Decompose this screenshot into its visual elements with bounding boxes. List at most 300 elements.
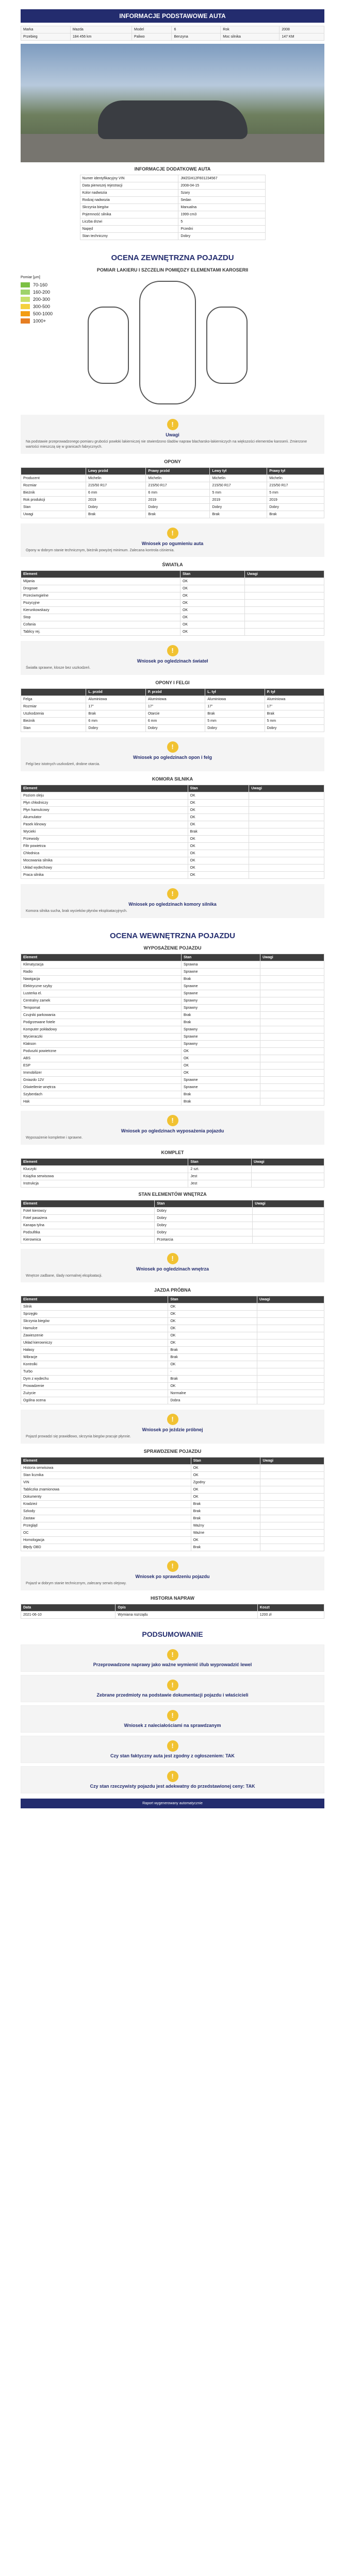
table-cell: Sprawne bbox=[181, 1033, 260, 1040]
table-row bbox=[21, 961, 324, 968]
table-cell: Sprawny bbox=[181, 1026, 260, 1033]
table-cell: Brak bbox=[210, 511, 267, 518]
table-cell bbox=[260, 1055, 324, 1062]
table-cell bbox=[257, 1311, 324, 1318]
table-cell: Brak bbox=[168, 1376, 257, 1383]
table-row bbox=[21, 1062, 324, 1069]
table-row bbox=[21, 1098, 324, 1105]
tires-title: OPONY bbox=[164, 459, 181, 464]
legend-label: 200-300 bbox=[33, 297, 51, 302]
paint-diagram bbox=[21, 276, 324, 410]
table-cell: Brak bbox=[188, 828, 249, 835]
table-cell bbox=[260, 1465, 324, 1472]
table-cell bbox=[257, 1347, 324, 1354]
table-row bbox=[21, 1508, 324, 1515]
table-cell: Brak bbox=[86, 511, 146, 518]
table-cell: Turbo bbox=[21, 1368, 168, 1376]
table-cell bbox=[260, 961, 324, 968]
table-cell: Brak bbox=[267, 511, 324, 518]
table-cell: Ważny bbox=[191, 1522, 260, 1530]
table-cell bbox=[257, 1303, 324, 1311]
legend-label: 500-1000 bbox=[33, 311, 53, 316]
table-cell bbox=[253, 1214, 324, 1222]
table-cell: Wycieki bbox=[21, 828, 188, 835]
table-cell: Zawieszenie bbox=[21, 1332, 168, 1340]
table-cell bbox=[245, 621, 324, 629]
table-cell: Paliwo bbox=[132, 33, 172, 41]
table-cell: Brak bbox=[181, 1011, 260, 1019]
table-cell: Przegląd bbox=[21, 1522, 191, 1530]
table-row bbox=[21, 1368, 324, 1376]
table-cell: OK bbox=[168, 1340, 257, 1347]
table-cell: Mocowania silnika bbox=[21, 857, 188, 864]
table-cell bbox=[245, 607, 324, 614]
legend-item bbox=[21, 317, 77, 325]
summary-item bbox=[21, 1736, 324, 1763]
table-row bbox=[21, 482, 324, 489]
table-row bbox=[21, 1214, 324, 1222]
table-cell: OK bbox=[180, 585, 244, 592]
lights-table bbox=[21, 570, 324, 636]
table-cell bbox=[253, 1207, 324, 1214]
table-cell: Płyn chłodniczy bbox=[21, 799, 188, 806]
table-cell: Pojemność silnika bbox=[80, 211, 178, 218]
table-cell: Nawigacja bbox=[21, 975, 182, 982]
table-row bbox=[21, 1011, 324, 1019]
table-cell bbox=[249, 814, 324, 821]
table-cell: OK bbox=[188, 792, 249, 799]
table-cell: OK bbox=[191, 1537, 260, 1544]
table-cell bbox=[260, 1083, 324, 1091]
table-cell bbox=[260, 1026, 324, 1033]
table-cell bbox=[260, 1019, 324, 1026]
table-cell: Producent bbox=[21, 474, 86, 482]
table-row bbox=[21, 1479, 324, 1486]
note-title: Wniosek po ogledzinach opon i felg bbox=[133, 755, 212, 760]
table-cell: Stan bbox=[21, 503, 86, 511]
table-cell bbox=[260, 1501, 324, 1508]
keys-table bbox=[21, 1158, 324, 1188]
table-cell: Dobry bbox=[205, 725, 265, 732]
table-cell bbox=[257, 1390, 324, 1397]
table-cell: Michelin bbox=[146, 474, 210, 482]
table-header-cell: Uwagi bbox=[260, 954, 324, 961]
table-row bbox=[21, 1501, 324, 1508]
table-header-row bbox=[21, 954, 324, 961]
table-cell: Fotel kierowcy bbox=[21, 1207, 155, 1214]
table-cell: 5 mm bbox=[205, 718, 265, 725]
note-title: Wniosek po ogumieniu auta bbox=[141, 540, 204, 546]
table-cell: Kolor nadwozia bbox=[80, 190, 178, 197]
drive-table bbox=[21, 1296, 324, 1404]
table-cell: Benzyna bbox=[172, 33, 221, 41]
table-header-cell: P. tył bbox=[265, 689, 324, 696]
table-cell bbox=[260, 1486, 324, 1494]
table-cell: Mazda bbox=[70, 26, 132, 33]
table-cell: Stan bbox=[21, 725, 86, 732]
legend-color-chip bbox=[21, 282, 30, 287]
table-row bbox=[21, 1180, 324, 1187]
table-cell: Radio bbox=[21, 968, 182, 975]
table-row bbox=[21, 990, 324, 997]
table-row bbox=[21, 489, 324, 496]
table-cell: Michelin bbox=[86, 474, 146, 482]
table-cell: 215/50 R17 bbox=[86, 482, 146, 489]
table-cell: Szkody bbox=[21, 1508, 191, 1515]
table-cell bbox=[249, 857, 324, 864]
table-cell: Dobry bbox=[155, 1229, 253, 1236]
table-row bbox=[21, 1019, 324, 1026]
table-header-cell: Element bbox=[21, 785, 188, 792]
legend-label: 300-500 bbox=[33, 304, 51, 309]
table-cell: Błędy OBD bbox=[21, 1544, 191, 1551]
table-cell: Przedni bbox=[178, 226, 265, 233]
table-header-cell: Koszt bbox=[257, 1604, 324, 1611]
table-cell: Sprzęgło bbox=[21, 1311, 168, 1318]
table-cell bbox=[249, 806, 324, 814]
summary-list bbox=[21, 1645, 324, 1793]
table-cell: 1200 zł bbox=[257, 1611, 324, 1618]
table-cell bbox=[260, 990, 324, 997]
table-header-cell: Data bbox=[21, 1604, 116, 1611]
repairs-table bbox=[21, 1604, 324, 1619]
table-row bbox=[21, 806, 324, 814]
table-cell: Dobra bbox=[168, 1397, 257, 1404]
car-left-view bbox=[88, 307, 129, 384]
note-block bbox=[21, 415, 324, 454]
table-row bbox=[21, 1383, 324, 1390]
table-cell: Kierunkowskazy bbox=[21, 607, 180, 614]
table-cell: Układ kierowniczy bbox=[21, 1340, 168, 1347]
table-cell bbox=[257, 1318, 324, 1325]
table-cell: Rok produkcji bbox=[21, 496, 86, 503]
table-cell: ESP bbox=[21, 1062, 182, 1069]
repairs-title: HISTORIA NAPRAW bbox=[150, 1595, 194, 1601]
table-cell: Brak bbox=[146, 511, 210, 518]
table-cell bbox=[257, 1376, 324, 1383]
legend-item bbox=[21, 310, 77, 317]
table-cell: Kontrolki bbox=[21, 1361, 168, 1368]
table-cell: OK bbox=[181, 1047, 260, 1055]
table-cell: Płyn hamulcowy bbox=[21, 806, 188, 814]
legend-item bbox=[21, 296, 77, 303]
table-row bbox=[21, 474, 324, 482]
table-header-cell: L. przód bbox=[86, 689, 145, 696]
table-cell: Klimatyzacja bbox=[21, 961, 182, 968]
drive-title: JAZDA PRÓBNA bbox=[154, 1287, 191, 1293]
table-cell: Poduszki powietrzne bbox=[21, 1047, 182, 1055]
table-cell: 2021-06-10 bbox=[21, 1611, 116, 1618]
table-row bbox=[21, 1165, 324, 1173]
info-icon: ! bbox=[167, 419, 178, 430]
paint-title: POMIAR LAKIERU I SZCZELIN POMIĘDZY ELEMENTAMI KAROSERII bbox=[96, 267, 249, 273]
note-text: Na podstawie przeprowadzonego pomiaru grubości powłoki lakierniczej nie stwierdzono śladów napraw blacharsko-lakierniczych na większości elementów karoserii. Zmierzone wartości mieszczą się w granicach fabrycznych. bbox=[26, 440, 307, 449]
table-cell: Aluminiowa bbox=[205, 696, 265, 703]
table-cell bbox=[249, 828, 324, 835]
legend-color-chip bbox=[21, 318, 30, 324]
interior-table bbox=[21, 1200, 324, 1244]
table-cell: Kradzież bbox=[21, 1501, 191, 1508]
table-cell: Aluminiowa bbox=[86, 696, 145, 703]
table-cell: Data pierwszej rejestracji bbox=[80, 182, 178, 190]
table-cell: Praca silnika bbox=[21, 871, 188, 878]
table-row bbox=[21, 503, 324, 511]
table-cell bbox=[245, 629, 324, 636]
page-title: INFORMACJE PODSTAWOWE AUTA bbox=[21, 9, 324, 23]
table-row bbox=[21, 1332, 324, 1340]
table-cell: Drogowe bbox=[21, 585, 180, 592]
info-icon: ! bbox=[167, 1253, 178, 1264]
paint-legend-header: Pomiar [µm] bbox=[21, 276, 40, 279]
table-cell: Tablicy rej. bbox=[21, 629, 180, 636]
table-cell bbox=[249, 835, 324, 842]
table-header-cell: Element bbox=[21, 1296, 168, 1303]
table-cell: Sprawne bbox=[181, 982, 260, 990]
table-row bbox=[21, 585, 324, 592]
table-cell bbox=[257, 1368, 324, 1376]
table-cell: OK bbox=[168, 1361, 257, 1368]
summary-item-title: Zebrane przedmioty na podstawie dokumentacji pojazdu i właścicieli bbox=[96, 1692, 249, 1698]
table-cell bbox=[245, 578, 324, 585]
table-cell: Immobilizer bbox=[21, 1069, 182, 1076]
table-cell: OK bbox=[168, 1311, 257, 1318]
table-cell: OK bbox=[180, 621, 244, 629]
table-header-row bbox=[21, 571, 324, 578]
table-cell: Lusterka el. bbox=[21, 990, 182, 997]
table-cell: Brak bbox=[191, 1544, 260, 1551]
table-cell: 2019 bbox=[210, 496, 267, 503]
note-title: Wniosek po sprawdzeniu pojazdu bbox=[135, 1574, 210, 1580]
table-cell bbox=[249, 850, 324, 857]
table-cell: Rodzaj nadwozia bbox=[80, 197, 178, 204]
table-cell: OK bbox=[188, 814, 249, 821]
table-cell: OK bbox=[181, 1055, 260, 1062]
info-icon: ! bbox=[167, 1771, 178, 1782]
table-row bbox=[80, 190, 265, 197]
table-cell bbox=[260, 1472, 324, 1479]
table-row bbox=[21, 1026, 324, 1033]
table-cell: Dym z wydechu bbox=[21, 1376, 168, 1383]
table-row bbox=[21, 578, 324, 585]
table-row bbox=[21, 1047, 324, 1055]
table-cell: Stan techniczny bbox=[80, 233, 178, 240]
table-cell: Dobry bbox=[155, 1222, 253, 1229]
details-title: INFORMACJE DODATKOWE AUTA bbox=[134, 166, 211, 172]
table-header-cell: Uwagi bbox=[260, 1458, 324, 1465]
table-row bbox=[21, 835, 324, 842]
table-header-cell: Stan bbox=[181, 954, 260, 961]
table-cell: Sprawne bbox=[181, 1083, 260, 1091]
lights-title: ŚWIATŁA bbox=[162, 562, 183, 568]
table-cell bbox=[251, 1165, 324, 1173]
table-header-cell: Lewy przód bbox=[86, 467, 146, 474]
table-row bbox=[21, 968, 324, 975]
note-block bbox=[21, 1249, 324, 1283]
table-cell: Dobry bbox=[145, 725, 205, 732]
table-cell: Silnik bbox=[21, 1303, 168, 1311]
table-header-cell: Element bbox=[21, 954, 182, 961]
table-row bbox=[21, 703, 324, 710]
table-row bbox=[21, 864, 324, 871]
table-row bbox=[21, 975, 324, 982]
table-cell: Aluminiowa bbox=[145, 696, 205, 703]
table-cell: OK bbox=[168, 1303, 257, 1311]
info-icon: ! bbox=[167, 1710, 178, 1721]
info-icon: ! bbox=[167, 1649, 178, 1660]
table-cell bbox=[260, 1098, 324, 1105]
table-row bbox=[21, 1530, 324, 1537]
table-cell: JMZGH12F601234567 bbox=[178, 175, 265, 182]
table-cell: Centralny zamek bbox=[21, 997, 182, 1004]
table-cell: Wibracje bbox=[21, 1354, 168, 1361]
table-cell bbox=[260, 1047, 324, 1055]
legend-item bbox=[21, 303, 77, 310]
legend-color-chip bbox=[21, 290, 30, 295]
table-cell bbox=[245, 592, 324, 600]
table-cell: Sedan bbox=[178, 197, 265, 204]
table-row bbox=[21, 1325, 324, 1332]
table-cell: 6 bbox=[172, 26, 221, 33]
table-cell: OK bbox=[188, 835, 249, 842]
table-row bbox=[21, 1033, 324, 1040]
table-cell: Rok bbox=[221, 26, 280, 33]
table-header-cell: P. przód bbox=[145, 689, 205, 696]
equip-table bbox=[21, 954, 324, 1106]
table-cell: OC bbox=[21, 1530, 191, 1537]
table-cell bbox=[260, 1076, 324, 1083]
details-table bbox=[80, 175, 266, 240]
table-cell: Hak bbox=[21, 1098, 182, 1105]
table-cell: Wymiana rozrządu bbox=[116, 1611, 257, 1618]
table-cell: Dobry bbox=[178, 233, 265, 240]
table-cell: Fotel pasażera bbox=[21, 1214, 155, 1222]
table-header-row bbox=[21, 785, 324, 792]
table-cell bbox=[260, 1004, 324, 1011]
table-row bbox=[21, 1173, 324, 1180]
table-cell bbox=[260, 982, 324, 990]
table-header-cell: Prawy tył bbox=[267, 467, 324, 474]
table-cell: OK bbox=[188, 857, 249, 864]
table-row bbox=[21, 607, 324, 614]
table-cell: Pozycyjne bbox=[21, 600, 180, 607]
table-cell bbox=[260, 1515, 324, 1522]
table-cell: 215/50 R17 bbox=[210, 482, 267, 489]
note-text: Wnętrze zadbane, ślady normalnej eksploatacji. bbox=[26, 1274, 103, 1278]
section-exterior-title: OCENA ZEWNĘTRZNA POJAZDU bbox=[111, 253, 234, 262]
table-header-cell: L. tył bbox=[205, 689, 265, 696]
table-header-cell: Stan bbox=[168, 1296, 257, 1303]
table-cell: Prowadzenie bbox=[21, 1383, 168, 1390]
table-header-row bbox=[21, 1158, 324, 1165]
table-cell: OK bbox=[191, 1465, 260, 1472]
table-cell: Model bbox=[132, 26, 172, 33]
note-text: Opony w dobrym stanie technicznym, bieżnik powyżej minimum. Zalecana kontrola ciśnienia. bbox=[26, 548, 175, 552]
table-cell: Wycieraczki bbox=[21, 1033, 182, 1040]
table-cell: OK bbox=[188, 806, 249, 814]
table-cell: Układ wydechowy bbox=[21, 864, 188, 871]
table-cell: Tabliczka znamionowa bbox=[21, 1486, 191, 1494]
table-cell: Sprawny bbox=[181, 1004, 260, 1011]
table-header-cell: Element bbox=[21, 1158, 188, 1165]
table-row bbox=[80, 182, 265, 190]
table-cell: Klakson bbox=[21, 1040, 182, 1047]
table-cell: 5 bbox=[178, 218, 265, 226]
note-block bbox=[21, 1111, 324, 1145]
table-cell: OK bbox=[180, 614, 244, 621]
table-cell: Dobry bbox=[155, 1214, 253, 1222]
table-cell: Przetarcia bbox=[155, 1236, 253, 1243]
table-cell: Sprawna bbox=[181, 961, 260, 968]
table-row bbox=[21, 511, 324, 518]
table-row bbox=[21, 496, 324, 503]
note-block bbox=[21, 884, 324, 918]
table-cell: Sprawny bbox=[181, 997, 260, 1004]
table-cell: Brak bbox=[191, 1501, 260, 1508]
table-row bbox=[21, 1311, 324, 1318]
table-row bbox=[21, 629, 324, 636]
table-row bbox=[21, 1544, 324, 1551]
table-cell: Książka serwisowa bbox=[21, 1173, 188, 1180]
table-cell: 6 mm bbox=[86, 489, 146, 496]
info-icon: ! bbox=[167, 1414, 178, 1425]
table-cell bbox=[260, 1062, 324, 1069]
table-row bbox=[21, 1397, 324, 1404]
table-cell: Dokumenty bbox=[21, 1494, 191, 1501]
table-cell: Przebieg bbox=[21, 33, 71, 41]
table-cell bbox=[249, 792, 324, 799]
summary-item bbox=[21, 1645, 324, 1672]
table-cell bbox=[260, 1530, 324, 1537]
engine-title: KOMORA SILNIKA bbox=[152, 776, 193, 782]
table-cell bbox=[260, 1069, 324, 1076]
table-cell: OK bbox=[191, 1486, 260, 1494]
table-cell: Hamulce bbox=[21, 1325, 168, 1332]
table-row bbox=[21, 1486, 324, 1494]
table-cell: Kluczyki bbox=[21, 1165, 188, 1173]
table-row bbox=[21, 1611, 324, 1618]
table-header-cell: Uwagi bbox=[257, 1296, 324, 1303]
table-row bbox=[21, 1376, 324, 1383]
table-cell: Mijania bbox=[21, 578, 180, 585]
table-header-row bbox=[21, 1296, 324, 1303]
note-text: Pojazd w dobrym stanie technicznym, zalecany serwis olejowy. bbox=[26, 1582, 127, 1586]
table-cell: 17" bbox=[145, 703, 205, 710]
table-cell: Moc silnika bbox=[221, 33, 280, 41]
table-row bbox=[21, 718, 324, 725]
interior-title: STAN ELEMENTÓW WNĘTRZA bbox=[138, 1191, 207, 1197]
wheels-table bbox=[21, 688, 324, 732]
table-cell: Poziom oleju bbox=[21, 792, 188, 799]
table-cell: Dobry bbox=[267, 503, 324, 511]
table-cell: Skrzynia biegów bbox=[80, 204, 178, 211]
table-row bbox=[21, 1340, 324, 1347]
note-text: Komora silnika sucha, brak wycieków płynów eksploatacyjnych. bbox=[26, 909, 127, 913]
table-cell: Hałasy bbox=[21, 1347, 168, 1354]
table-cell bbox=[257, 1332, 324, 1340]
legend-label: 1000+ bbox=[33, 318, 46, 324]
table-row bbox=[21, 850, 324, 857]
legend-item bbox=[21, 281, 77, 289]
table-row bbox=[21, 592, 324, 600]
table-cell bbox=[245, 585, 324, 592]
table-row bbox=[21, 792, 324, 799]
summary-item bbox=[21, 1705, 324, 1733]
wheels-title: OPONY I FELGI bbox=[155, 680, 190, 686]
table-row bbox=[21, 814, 324, 821]
table-row bbox=[21, 1347, 324, 1354]
table-cell: Sprawne bbox=[181, 990, 260, 997]
table-cell bbox=[257, 1361, 324, 1368]
